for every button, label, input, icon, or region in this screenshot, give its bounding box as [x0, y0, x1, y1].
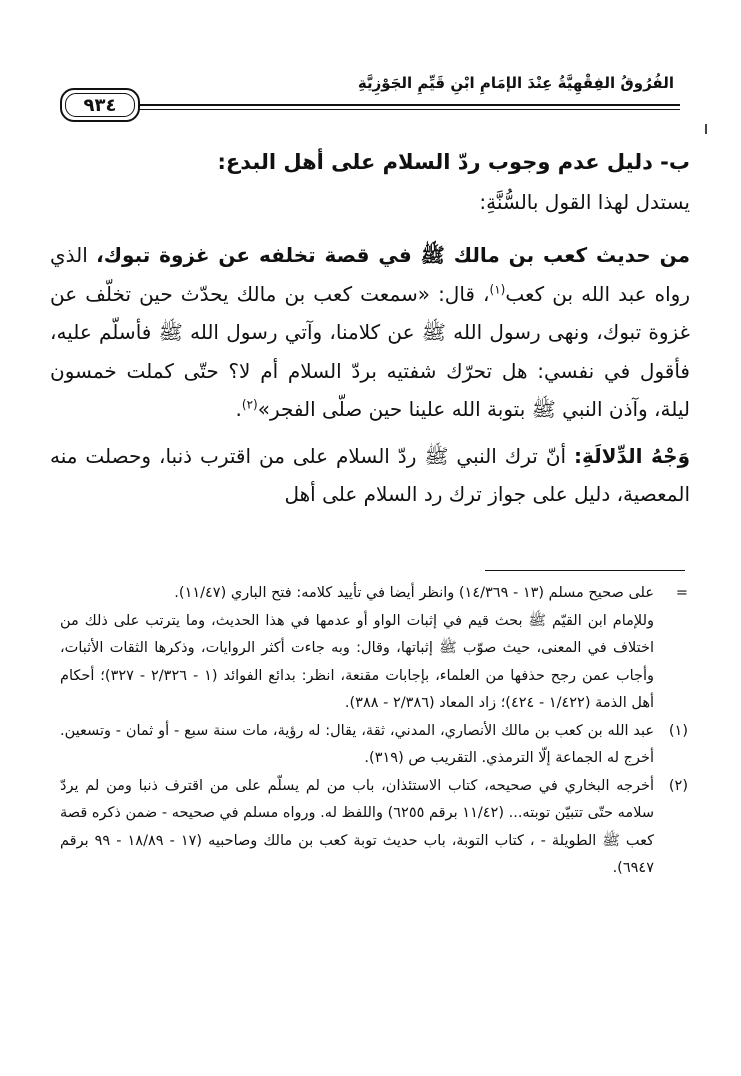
continuation-text-2: وللإمام ابن القيّم ﷺ بحث قيم في إثبات الواو أو عدمها في هذا الحديث، وما يترتب على ذلك من اختلاف في المعنى، حيث صوّب ﷺ إثباتها، وقال: وبه جاءت أكثر الروايات، وذكرها الثقات الأثبات، وأجاب عمن رجح حذفها من العلماء، بإجابات مقنعة، انظر: بدائع الفوائد (١ - ٢/٣٢٦ - ٣٢٧)؛ أحكام أهل الذمة (١/٤٢٢ - ٤٢٤)؛ زاد المعاد (٢/٣٨٦ - ٣٨٨). — [60, 612, 655, 711]
section-heading: ب- دليل عدم وجوب ردّ السلام على أهل البدع: — [217, 150, 690, 174]
page-number: ٩٣٤ — [83, 94, 117, 116]
hadith-lead: من حديث كعب بن مالك ﷺ في قصة تخلفه عن غزوة تبوك، — [96, 243, 691, 267]
footnote-continuation — [60, 580, 688, 608]
hadith-paragraph — [50, 236, 690, 429]
footnote-2-mark: (٢) — [668, 777, 688, 794]
intro-paragraph: يستدل لهذا القول بالسُّنَّةِ: — [479, 190, 690, 214]
header-rule-thin — [132, 109, 680, 110]
evidence-paragraph — [50, 437, 690, 514]
main-text — [50, 140, 690, 514]
hadith-text-a: الذي رواه عبد الله بن كعب — [50, 243, 690, 306]
running-header — [56, 64, 680, 120]
hadith-end: . — [235, 397, 242, 421]
page-number-frame — [60, 88, 140, 122]
continuation-mark: = — [675, 585, 688, 601]
footnote-continuation-2 — [60, 608, 688, 718]
footnote-ref-2[interactable]: (٢) — [241, 397, 258, 412]
margin-mark — [705, 124, 707, 134]
footnote-1-text: عبد الله بن كعب بن مالك الأنصاري، المدني، ثقة، يقال: له رؤية، مات سنة سبع - أو ثمان - وتسعين. أخرج له الجماعة إلّا الترمذي. التقريب ص (٣١٩). — [60, 722, 654, 766]
footnote-ref-1[interactable]: (١) — [489, 281, 506, 296]
footnote-1 — [60, 718, 688, 773]
footnotes — [60, 580, 688, 883]
header-rule — [132, 104, 680, 106]
evidence-text: أنّ ترك النبي ﷺ ردّ السلام على من اقترب ذنبا، وحصلت منه المعصية، دليل على جواز ترك رد السلام على أهل — [50, 443, 690, 506]
hadith-text-b: ، قال: «سمعت كعب بن مالك يحدّث حين تخلّف عن غزوة تبوك، ونهى رسول الله ﷺ عن كلامنا، وآتي رسول الله ﷺ فأسلّم عليه، فأقول في نفسي: هل تحرّك شفتيه بردّ السلام أم لا؟ حتّى كملت خمسون ليلة، وآذن النبي ﷺ بتوبة الله علينا حين صلّى الفجر» — [50, 281, 690, 421]
evidence-label: وَجْهُ الدِّلالَةِ: — [574, 443, 690, 468]
footnote-separator — [485, 570, 685, 571]
book-title: الفُرُوقُ الفِقْهِيَّةُ عِنْدَ الإمَامِ ابْنِ قَيِّمِ الجَوْزِيَّةِ — [357, 74, 674, 92]
footnote-2 — [60, 773, 688, 883]
footnote-1-mark: (١) — [668, 722, 688, 739]
footnote-2-text: أخرجه البخاري في صحيحه، كتاب الاستئذان، باب من لم يسلّم على من اقترف ذنبا ومن لم يردّ سلامه حتّى تتبيّن توبته... (١١/٤٢ برقم ٦٢٥٥) واللفظ له. ورواه مسلم في صحيحه - ضمن ذكره قصة كعب ﷺ الطويلة - ، كتاب التوبة، باب حديث توبة كعب بن مالك وصاحبيه (١٧ - ١٨/٨٩ - ٩٩ برقم ٦٩٤٧). — [60, 777, 655, 876]
continuation-text: على صحيح مسلم (١٣ - ١٤/٣٦٩) وانظر أيضا في تأييد كلامه: فتح الباري (١١/٤٧). — [174, 585, 654, 601]
